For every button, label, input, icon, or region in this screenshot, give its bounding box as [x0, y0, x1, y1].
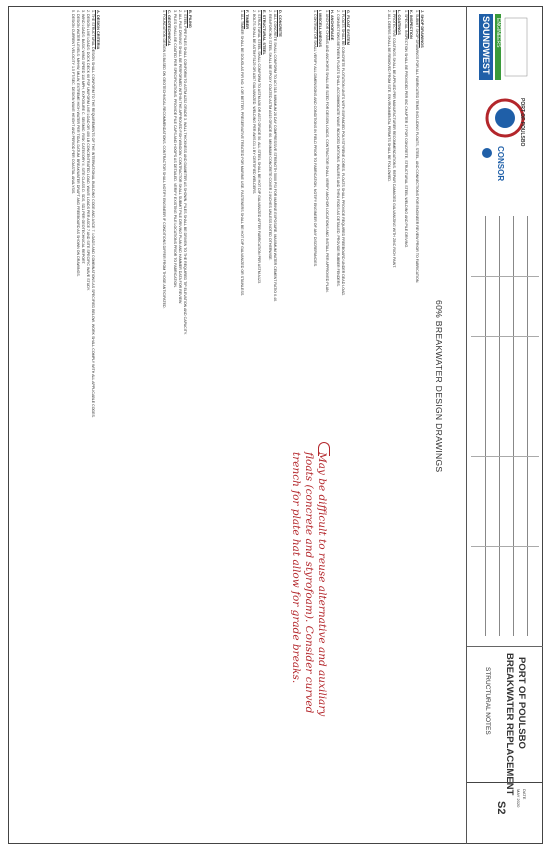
project-subtitle: BREAKWATER REPLACEMENT: [504, 653, 515, 796]
note-paragraph: 2. CONNECTIONS BETWEEN FLOATS SHALL ACCOMMODATE WAVE INDUCED MOTIONS. WALERS AND THRU RODS AS DETAILED. PROVIDE RUBBER FENDERS.: [336, 10, 340, 287]
notes-column-5: [354, 10, 426, 430]
note-section-title: J. SHOP DRAWINGS: [420, 10, 425, 48]
note-section-title: D. CONCRETE: [278, 10, 283, 37]
note-paragraph: 2. DESIGN LIVE LOADS: DOCK DECK 60 PSF UNIFORM LIVE LOAD OR 400 LB CONCENTRATED LOAD. WAVE LOADS PER ASCE 7 AND SITE SPECIFIC WAVE STUDY.: [86, 10, 90, 291]
revision-table: [471, 216, 539, 636]
notes-column-1: [12, 10, 102, 790]
note-paragraph: 1. ANCHOR CHAINS AND ANCHORS SHALL BE SIZED FOR DESIGN LOADS. CONTRACTOR SHALL VERIFY ANCHOR LOCATIONS AND INSTALL PER APPROVED PLAN.: [324, 10, 329, 293]
soundwest-name: SOUNDWEST: [481, 16, 491, 75]
handwritten-comment-text: May be difficult to reuse alternative and auxiliary floats (concrete and styrofoam). Consider curved trench for plate hat allow for grade breaks.: [290, 452, 328, 717]
note-paragraph: 1. FOUNDATION DESIGN IS BASED ON GEOTECHNICAL RECOMMENDATIONS. CONTRACTOR SHALL NOTIFY ENGINEER IF CONDITIONS DIFFER FROM THOSE ANTICIPATED.: [161, 10, 166, 309]
note-paragraph: 1. SPECIAL INSPECTION SHALL BE PROVIDED PER IBC CHAPTER 17 FOR CONCRETE, STRUCTURAL STEEL WELDING AND PILE DRIVING.: [403, 10, 408, 249]
note-section-title: K. INSPECTION: [408, 10, 414, 39]
sheet-date: MAY 2020: [516, 789, 521, 808]
note-section-title: G. FLOAT SYSTEM: [346, 10, 351, 45]
port-of-poulsbo-logo: [481, 94, 529, 147]
project-name: PORT OF POULSBO: [516, 657, 527, 749]
note-paragraph: 1. SUBMIT SHOP DRAWINGS FOR ALL FABRICATED ITEMS INCLUDING FLOATS, STEEL, AND CONNECTIONS FOR ENGINEER REVIEW PRIOR TO FABRICATION.: [415, 10, 419, 284]
note-paragraph: 1. PROTECTIVE COATINGS SHALL BE APPLIED PER MANUFACTURER RECOMMENDATIONS. REPAIR DAMAGED GALVANIZING WITH ZINC RICH PAINT.: [392, 10, 397, 269]
soundwest-logo: [477, 12, 533, 82]
note-paragraph: 2. REINFORCING STEEL SHALL BE EPOXY COATED ASTM A615 GRADE 60. MINIMUM CONCRETE COVER 2 INCHES UNLESS NOTED OTHERWISE.: [268, 10, 272, 261]
note-section-title: L. COATINGS: [397, 10, 403, 35]
note-section-title: I. MISCELLANEOUS: [318, 10, 324, 47]
title-block: [467, 6, 543, 844]
note-paragraph: 5. DESIGN CURRENT VELOCITY 1.5 FT/SEC. DESIGN WAVE HEIGHT AND PERIOD PER COASTAL ANALYSIS.: [71, 10, 75, 195]
note-paragraph: 1. ALL CONCRETE SHALL CONFORM TO ACI 318. MINIMUM 28 DAY COMPRESSIVE STRENGTH 5000 PSI FOR MARINE EXPOSURE. MAXIMUM WATER CEMENT RATIO 0.40.: [273, 10, 277, 303]
note-section-title: A. DESIGN CRITERIA: [96, 10, 101, 50]
note-paragraph: 1. THE STRUCTURAL DESIGN SHALL CONFORM TO THE REQUIREMENTS OF THE INTERNATIONAL BUILDING CODE AND ASCE 7. LOADS AND COMBINATIONS AS SPECIFIED BELOW. WORK SHALL COMPLY WITH ALL APPLICABLE CODES.: [91, 10, 95, 418]
sheet-title: STRUCTURAL NOTES: [484, 667, 491, 735]
note-paragraph: 2. ALL PILE DRIVING SHALL BE PERFORMED WITHIN THE APPROVED FISH WINDOW. CONTRACTOR SHALL SUBMIT PILE DRIVING PLAN AND HAMMER DATA FOR REVIEW.: [178, 10, 182, 305]
consor-logo: [481, 146, 531, 182]
notes-column-3: [196, 10, 284, 450]
note-section-title: B. PILING: [188, 10, 193, 28]
drawing-set-title-text: 60% BREAKWATER DESIGN DRAWINGS: [434, 300, 444, 473]
note-paragraph: 3. WIND LOADS: BASIC WIND SPEED 110 MPH, EXPOSURE C. SEISMIC: RISK CATEGORY II, SITE CLASS D. SDS, SD1 PER GEOTECHNICAL REPORT.: [81, 10, 85, 265]
note-paragraph: 1. CONTRACTOR SHALL VERIFY ALL DIMENSIONS AND CONDITIONS IN FIELD PRIOR TO FABRICATION. NOTIFY ENGINEER OF ANY DISCREPANCIES.: [313, 10, 318, 268]
handwritten-comment: [218, 452, 338, 732]
note-section-title: E. STRUCTURAL STEEL: [261, 10, 267, 55]
note-paragraph: 2. ALL DEBRIS SHALL BE REMOVED FROM SITE. ENVIRONMENTAL PERMITS SHALL BE FOLLOWED.: [387, 10, 392, 182]
note-section-title: C. GEOTECHNICAL: [166, 10, 172, 47]
note-paragraph: 1. STEEL PIPE PILES SHALL CONFORM TO ASTM A252 GRADE 3. WALL THICKNESS AND DIAMETER AS SHOWN. PILES SHALL BE DRIVEN TO THE REQUIRED TIP ELEVATION AND CAPACITY.: [183, 10, 187, 335]
consor-name: CONSOR: [496, 146, 505, 182]
soundwest-subtitle: ENGINEERS: [495, 18, 501, 48]
note-paragraph: 1. ALL TIMBER SHALL BE DOUGLAS FIR NO. 1 OR BETTER, PRESERVATIVE TREATED FOR MARINE USE. FASTENERS SHALL BE HOT DIP GALVANIZED OR STAINLESS.: [240, 10, 245, 297]
sheet-number: S2: [495, 801, 507, 815]
drawing-set-title: [432, 300, 446, 660]
note-paragraph: 3. PILES SHALL BE COATED PER SPECIFICATIONS. PROVIDE PILE CAPS AND HOOPS AS DETAILED. VERIFY EXISTING PILE LOCATIONS PRIOR TO FABRICATION.: [173, 10, 177, 288]
note-section-title: F. TIMBER: [245, 10, 251, 30]
note-paragraph: 4. DESIGN WATER LEVELS: MHHW, MLLW, EXTREME HIGH WATER PER TIDAL DATUM. BREAKWATER DRAFT AND FREEBOARD AS SHOWN ON DRAWINGS.: [76, 10, 80, 277]
note-section-title: H. ANCHORAGE: [329, 10, 335, 41]
sheet-number-block: [467, 782, 543, 844]
date-label: DATE: [522, 789, 527, 800]
note-paragraph: 1. STRUCTURAL STEEL SHALL CONFORM TO ASTM A36 OR A572 GRADE 50. ALL STEEL SHALL BE HOT DIP GALVANIZED AFTER FABRICATION PER ASTM A123.: [256, 10, 261, 284]
note-paragraph: 1. FLOATS SHALL BE CONCRETE FLOTATION UNITS WITH EXPANDED POLYSTYRENE CORES. FLOATS SHALL PROVIDE REQUIRED FREEBOARD UNDER DEAD LOAD.: [341, 10, 345, 297]
notes-column-2: [104, 10, 194, 790]
note-paragraph: 2. BOLTS SHALL BE ASTM F3125 OR A307 GALVANIZED. WELDING PER AWS D1.1 BY CERTIFIED WELDERS.: [251, 10, 256, 195]
client-logo-text: PORT OF POULSBO: [519, 98, 525, 147]
